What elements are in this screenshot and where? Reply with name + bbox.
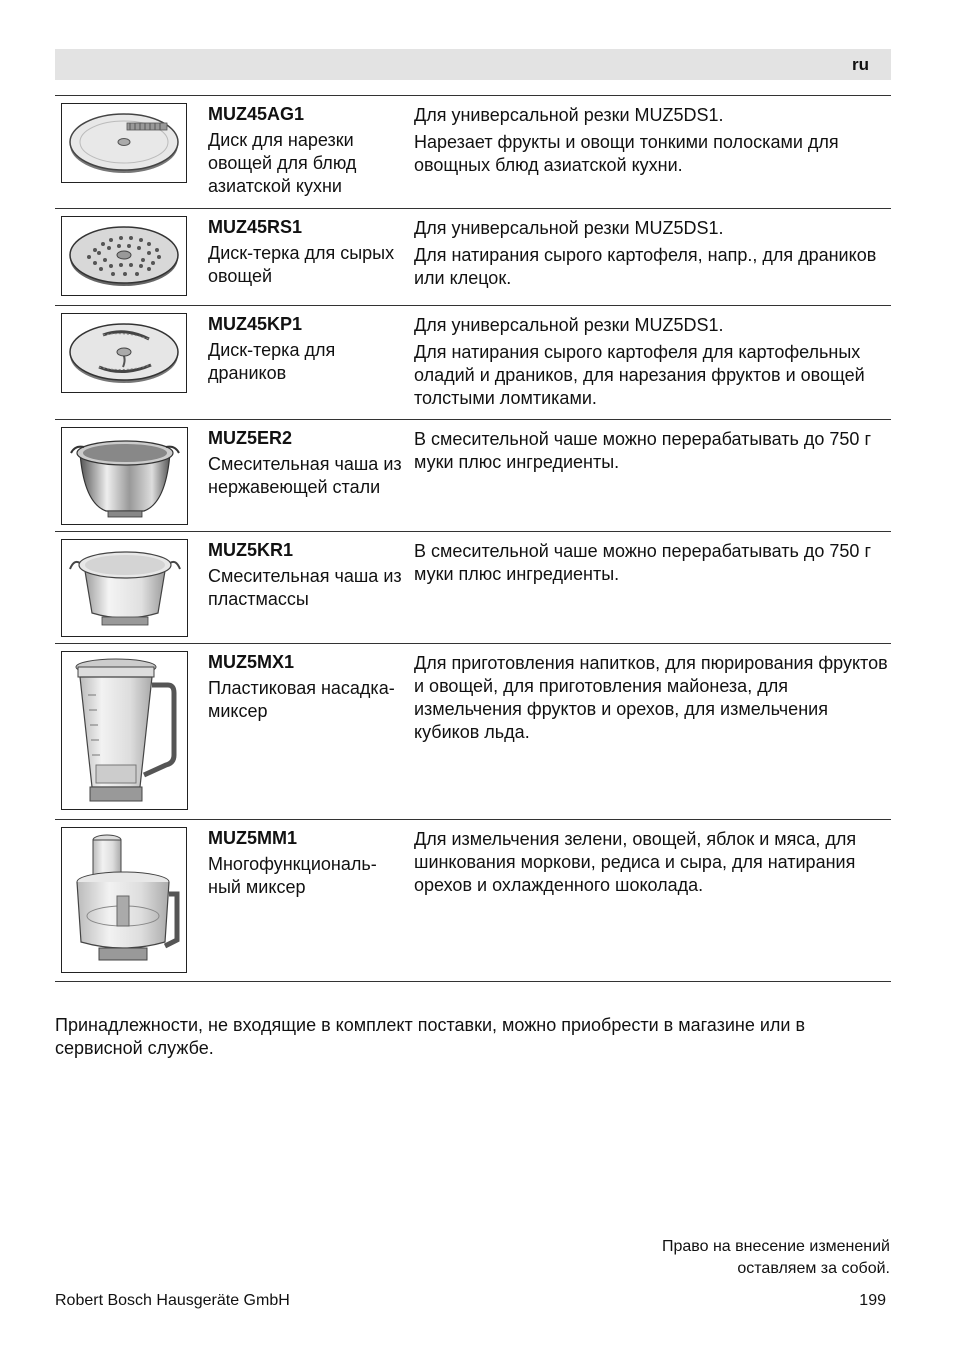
language-bar [55, 49, 891, 80]
model-number: MUZ45KP1 [208, 314, 303, 334]
product-description [414, 104, 892, 181]
food-processor-icon [61, 827, 187, 973]
table-row [55, 209, 891, 306]
product-description [414, 540, 892, 590]
description-line: Для приготовления напитков, для пюрирования фруктов и овощей, для приготовления майонеза, для измельчения фруктов и орехов, для измельчения кубиков льда. [414, 653, 888, 742]
rights-notice [662, 1236, 890, 1280]
model-number: MUZ5ER2 [208, 428, 293, 448]
company-name: Robert Bosch Hausgeräte GmbH [55, 1292, 290, 1309]
rights-line: оставляем за собой. [737, 1260, 890, 1277]
page-number: 199 [859, 1292, 886, 1309]
description-line: Для натирания сырого картофеля, напр., для драников или клецок. [414, 245, 877, 288]
asian-cutting-disc-icon [61, 103, 187, 183]
blender-jug-icon [61, 651, 188, 810]
description-line: Для универсальной резки MUZ5DS1. [414, 315, 724, 335]
table-row [55, 96, 891, 209]
table-row [55, 306, 891, 420]
potato-disc-icon [61, 313, 187, 393]
description-line: Для универсальной резки MUZ5DS1. [414, 218, 724, 238]
description-line: Для универсальной резки MUZ5DS1. [414, 105, 724, 125]
model-number: MUZ5KR1 [208, 540, 294, 560]
product-name: Диск-терка для сырых овощей [208, 243, 395, 286]
table-row [55, 644, 891, 820]
product-name: Диск-терка для драников [208, 340, 336, 383]
product-name: Смесительная чаша из пластмассы [208, 566, 402, 609]
description-line: В смесительной чаше можно перерабатывать до 750 г муки плюс ингредиенты. [414, 429, 872, 472]
model-number: MUZ5MM1 [208, 828, 297, 848]
product-description [414, 314, 892, 414]
description-line: Нарезает фрукты и овощи тонкими полосками для овощных блюд азиатской кухни. [414, 132, 839, 175]
steel-bowl-icon [61, 427, 188, 525]
model-number: MUZ45RS1 [208, 217, 303, 237]
plastic-bowl-icon [61, 539, 188, 637]
model-number: MUZ5MX1 [208, 652, 295, 672]
description-line: В смесительной чаше можно перерабатывать до 750 г муки плюс ингредиенты. [414, 541, 872, 584]
description-line: Для натирания сырого картофеля для картофельных оладий и драников, для нарезания фруктов и овощей толстыми ломтиками. [414, 342, 865, 408]
grating-disc-icon [61, 216, 187, 296]
accessories-note: Принадлежности, не входящие в комплект поставки, можно приобрести в магазине или в сервисной службе. [55, 1015, 806, 1058]
table-row [55, 532, 891, 644]
product-description [414, 217, 892, 294]
product-description [414, 428, 892, 478]
product-description [414, 652, 892, 748]
table-row [55, 820, 891, 982]
language-code: ru [852, 55, 869, 74]
accessories-table [55, 95, 891, 982]
table-row [55, 420, 891, 532]
product-description [414, 828, 892, 901]
rights-line: Право на внесение изменений [661, 1238, 890, 1255]
product-name: Многофункциональ-ный миксер [208, 854, 377, 897]
description-line: Для измельчения зелени, овощей, яблок и мяса, для шинкования моркови, редиса и сыра, для натирания орехов и охлажденного шоколада. [414, 829, 857, 895]
product-name: Смесительная чаша из нержавеющей стали [208, 454, 402, 497]
model-number: MUZ45AG1 [208, 104, 305, 124]
product-name: Диск для нарезки овощей для блюд азиатской кухни [208, 130, 357, 196]
product-name: Пластиковая насадка-миксер [208, 678, 395, 721]
